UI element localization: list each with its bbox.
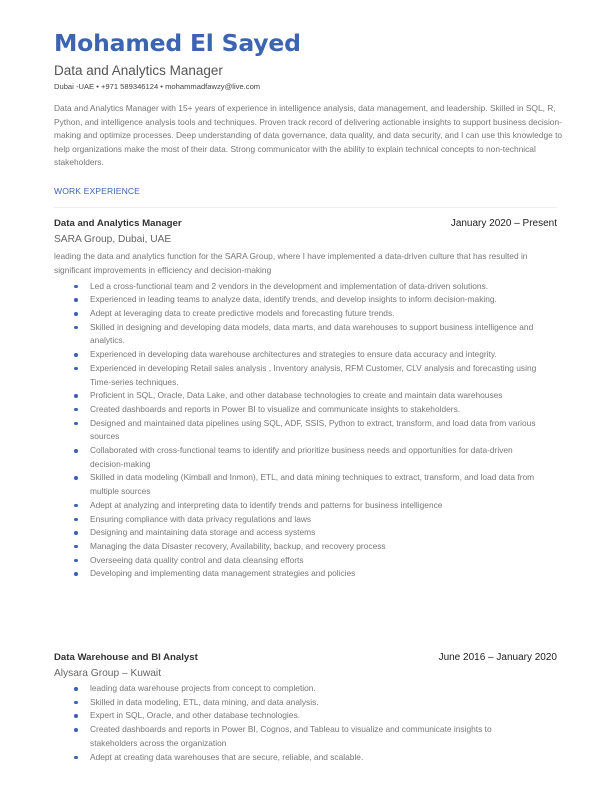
job-description: leading the data and analytics function for the SARA Group, where I have implemented a data-driven culture that has resulted in significant improvements in efficiency and decision-making: [54, 251, 528, 275]
job-header: [54, 218, 557, 232]
job-role: Data Warehouse and BI Analyst: [54, 652, 198, 663]
list-item: Adept at creating data warehouses that are secure, reliable, and scalable.: [54, 751, 538, 765]
list-item: Experienced in developing data warehouse architectures and strategies to ensure data accuracy and integrity.: [54, 348, 538, 362]
list-item: Led a cross-functional team and 2 vendors in the development and implementation of data-driven solutions.: [54, 280, 538, 294]
list-item: Developing and implementing data management strategies and policies: [54, 567, 538, 581]
bullet-icon: [74, 298, 78, 302]
job-company: SARA Group, Dubai, UAE: [54, 234, 172, 245]
bullet-icon: [74, 408, 78, 412]
list-item: Ensuring compliance with data privacy regulations and laws: [54, 513, 538, 527]
list-item: Collaborated with cross-functional teams to identify and prioritize business needs and opportunities for data-driven decision-making: [54, 444, 538, 471]
list-item: Overseeing data quality control and data cleansing efforts: [54, 554, 538, 568]
job-bullet-list: [54, 682, 557, 764]
bullet-icon: [74, 422, 78, 426]
bullet-icon: [74, 714, 78, 718]
bullet-icon: [74, 559, 78, 563]
bullet-icon: [74, 449, 78, 453]
bullet-icon: [74, 394, 78, 398]
job-entry: [54, 652, 557, 764]
candidate-name: Mohamed El Sayed: [54, 29, 301, 57]
bullet-icon: [74, 504, 78, 508]
candidate-title: Data and Analytics Manager: [54, 63, 223, 78]
bullet-icon: [74, 756, 78, 760]
bullet-icon: [74, 326, 78, 330]
bullet-icon: [74, 518, 78, 522]
list-item: Skilled in data modeling (Kimball and Inmon), ETL, and data mining techniques to extract, transform, and load data from multiple sources: [54, 471, 538, 498]
list-item: Experienced in leading teams to analyze data, identify trends, and develop insights to inform decision-making.: [54, 293, 538, 307]
bullet-icon: [74, 476, 78, 480]
list-item: Proficient in SQL, Oracle, Data Lake, and other database technologies to create and maintain data warehouses: [54, 389, 538, 403]
bullet-icon: [74, 531, 78, 535]
job-dates: June 2016 – January 2020: [438, 652, 557, 663]
list-item: Created dashboards and reports in Power BI to visualize and communicate insights to stakeholders.: [54, 403, 538, 417]
bullet-icon: [74, 572, 78, 576]
bullet-icon: [74, 367, 78, 371]
bullet-icon: [74, 728, 78, 732]
professional-summary: Data and Analytics Manager with 15+ years of experience in intelligence analysis, data management, and leadership. Skilled in SQL, R, Python, and intelligence analysis tools and techniques. Proven track record of delivering actionable insights to support business decision-making and optimize processes. Deep understanding of data governance, data quality, and data security, and I can use this knowledge to help organizations make the most of their data. Strong communicator with the ability to explain technical concepts to non-technical stakeholders.: [54, 103, 563, 168]
job-company: Alysara Group – Kuwait: [54, 668, 162, 679]
list-item: Skilled in data modeling, ETL, data mining, and data analysis.: [54, 696, 538, 710]
list-item: Skilled in designing and developing data models, data marts, and data warehouses to support business intelligence and analytics.: [54, 321, 538, 348]
bullet-icon: [74, 701, 78, 705]
list-item: Designed and maintained data pipelines using SQL, ADF, SSIS, Python to extract, transform, and load data from various sources: [54, 417, 538, 444]
bullet-icon: [74, 353, 78, 357]
list-item: Expert in SQL, Oracle, and other database technologies.: [54, 709, 538, 723]
list-item: Designing and maintaining data storage and access systems: [54, 526, 538, 540]
job-dates: January 2020 – Present: [450, 218, 557, 229]
bullet-icon: [74, 285, 78, 289]
job-entry: [54, 218, 557, 581]
section-heading-work-experience: WORK EXPERIENCE: [54, 186, 141, 196]
contact-info: Dubai -UAE • +971 589346124 • mohammadfawzy@live.com: [54, 82, 261, 91]
job-bullet-list: [54, 280, 557, 581]
bullet-icon: [74, 545, 78, 549]
list-item: leading data warehouse projects from concept to completion.: [54, 682, 538, 696]
list-item: Adept at leveraging data to create predictive models and forecasting future trends.: [54, 307, 538, 321]
job-role: Data and Analytics Manager: [54, 218, 182, 229]
bullet-icon: [74, 687, 78, 691]
bullet-icon: [74, 312, 78, 316]
list-item: Managing the data Disaster recovery, Availability, backup, and recovery process: [54, 540, 538, 554]
list-item: Created dashboards and reports in Power BI, Cognos, and Tableau to visualize and communicate insights to stakeholders across the organization: [54, 723, 538, 750]
job-header: [54, 652, 557, 666]
list-item: Adept at analyzing and interpreting data to identify trends and patterns for business intelligence: [54, 499, 538, 513]
section-divider: [54, 207, 557, 208]
list-item: Experienced in developing Retail sales analysis , Inventory analysis, RFM Customer, CLV analysis and forecasting using Time-series techniques.: [54, 362, 538, 389]
